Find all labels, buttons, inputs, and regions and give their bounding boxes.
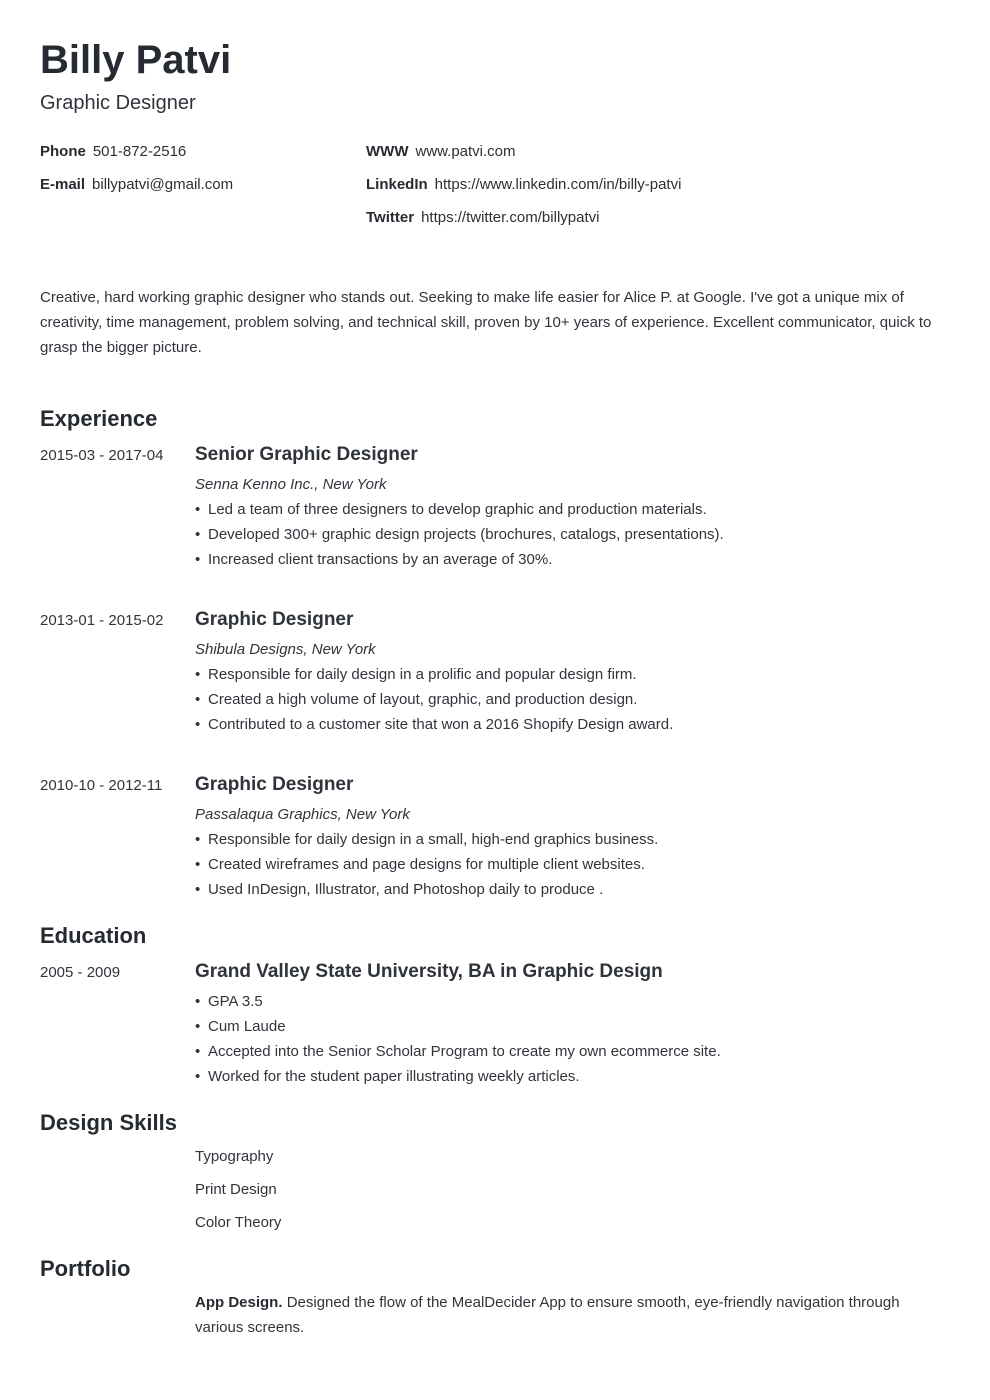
summary-paragraph: Creative, hard working graphic designer who stands out. Seeking to make life easier for Alice P. at Google. I've got a unique mix of creativity, time management, problem solving, and technical skill, proven by 10+ years of experience. Excellent communicator, quick to grasp the bigger picture.	[40, 289, 932, 356]
twitter-value[interactable]: https://twitter.com/billypatvi	[421, 209, 600, 226]
skill-item: Typography	[195, 1148, 274, 1165]
job-company: Senna Kenno Inc., New York	[195, 476, 387, 493]
job-bullet: • Used InDesign, Illustrator, and Photoshop daily to produce .	[195, 877, 658, 902]
education-bullet: • GPA 3.5	[195, 989, 721, 1014]
job-bullets	[195, 662, 673, 737]
contact-www	[366, 142, 516, 162]
job-bullet: • Responsible for daily design in a small, high-end graphics business.	[195, 827, 658, 852]
experience-heading: Experience	[40, 406, 158, 431]
portfolio-heading: Portfolio	[40, 1256, 131, 1281]
job-bullet: • Responsible for daily design in a prolific and popular design firm.	[195, 662, 673, 687]
www-value[interactable]: www.patvi.com	[415, 143, 516, 160]
job-bullet: • Created a high volume of layout, graphic, and production design.	[195, 687, 673, 712]
job-company: Shibula Designs, New York	[195, 641, 376, 658]
job-role: Senior Graphic Designer	[195, 444, 418, 465]
www-label: WWW	[366, 143, 409, 160]
linkedin-value[interactable]: https://www.linkedin.com/in/billy-patvi	[434, 176, 682, 193]
job-dates: 2013-01 - 2015-02	[40, 612, 164, 629]
job-bullet: • Increased client transactions by an average of 30%.	[195, 547, 724, 572]
job-company: Passalaqua Graphics, New York	[195, 806, 410, 823]
contact-phone	[40, 142, 186, 162]
education-bullet: • Cum Laude	[195, 1014, 721, 1039]
education-bullets	[195, 989, 721, 1089]
job-bullet: • Created wireframes and page designs for multiple client websites.	[195, 852, 658, 877]
phone-label: Phone	[40, 143, 86, 160]
email-label: E-mail	[40, 176, 86, 193]
job-bullets	[195, 497, 724, 572]
contact-email	[40, 175, 233, 195]
job-dates: 2015-03 - 2017-04	[40, 447, 164, 464]
job-role: Graphic Designer	[195, 774, 354, 795]
skill-item: Print Design	[195, 1181, 277, 1198]
education-dates: 2005 - 2009	[40, 964, 121, 981]
contact-linkedin	[366, 175, 681, 195]
job-bullet: • Led a team of three designers to develop graphic and production materials.	[195, 497, 724, 522]
skills-heading: Design Skills	[40, 1110, 177, 1135]
job-bullets	[195, 827, 658, 902]
candidate-name: Billy Patvi	[40, 38, 232, 82]
job-bullet: • Contributed to a customer site that won a 2016 Shopify Design award.	[195, 712, 673, 737]
education-school: Grand Valley State University, BA in Graphic Design	[195, 961, 663, 982]
skill-item: Color Theory	[195, 1214, 282, 1231]
portfolio-item	[195, 1290, 925, 1340]
phone-value[interactable]: 501-872-2516	[92, 143, 187, 160]
linkedin-label: LinkedIn	[366, 176, 428, 193]
email-value[interactable]: billypatvi@gmail.com	[92, 176, 234, 193]
job-bullet: • Developed 300+ graphic design projects (brochures, catalogs, presentations).	[195, 522, 724, 547]
twitter-label: Twitter	[366, 209, 415, 226]
portfolio-item-text: Designed the flow of the MealDecider App to ensure smooth, eye-friendly navigation through various screens.	[195, 1294, 900, 1336]
education-bullet: • Accepted into the Senior Scholar Program to create my own ecommerce site.	[195, 1039, 721, 1064]
job-title: Graphic Designer	[40, 92, 196, 114]
education-heading: Education	[40, 923, 147, 948]
portfolio-item-title: App Design.	[195, 1294, 283, 1311]
job-dates: 2010-10 - 2012-11	[40, 777, 163, 794]
contact-twitter	[366, 208, 599, 228]
education-bullet: • Worked for the student paper illustrating weekly articles.	[195, 1064, 721, 1089]
job-role: Graphic Designer	[195, 609, 354, 630]
